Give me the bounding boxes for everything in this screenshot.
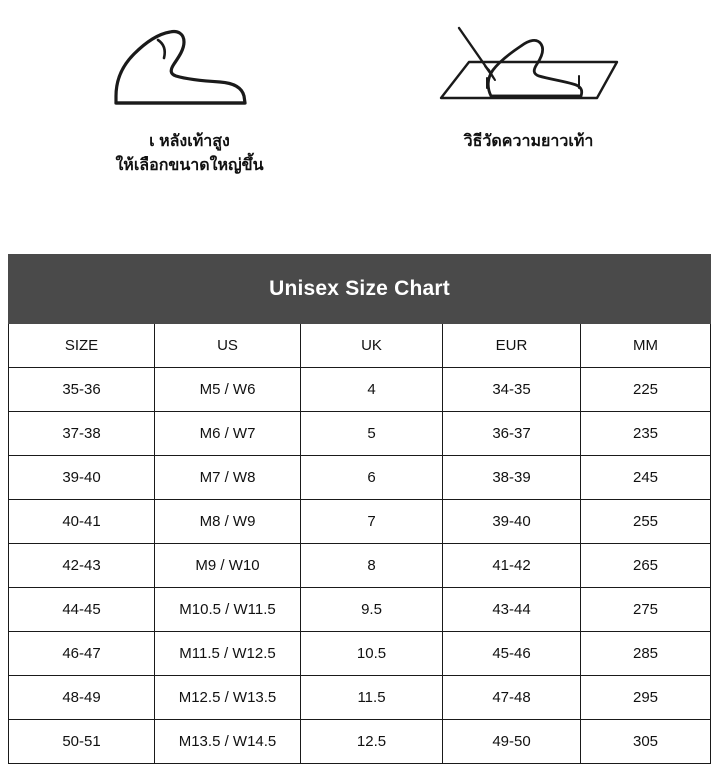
cell-mm: 285: [581, 632, 711, 676]
table-row: [9, 720, 711, 764]
table-row: [9, 544, 711, 588]
column-header-uk: UK: [301, 324, 443, 368]
cell-size: 44-45: [9, 588, 155, 632]
table-header-row: [9, 324, 711, 368]
cell-size: 48-49: [9, 676, 155, 720]
cell-eur: 45-46: [443, 632, 581, 676]
caption-line-1: วิธีวัดความยาวเท้า: [463, 133, 594, 150]
caption-line-2: ให้เลือกขนาดใหญ่ขึ้น: [115, 157, 264, 174]
table-title-row: [9, 255, 711, 324]
table-row: [9, 456, 711, 500]
cell-us: M7 / W8: [155, 456, 301, 500]
cell-eur: 43-44: [443, 588, 581, 632]
cell-us: M10.5 / W11.5: [155, 588, 301, 632]
cell-size: 37-38: [9, 412, 155, 456]
cell-uk: 7: [301, 500, 443, 544]
caption-line-1: เ หลังเท้าสูง: [149, 133, 230, 150]
cell-mm: 235: [581, 412, 711, 456]
column-header-mm: MM: [581, 324, 711, 368]
cell-mm: 265: [581, 544, 711, 588]
table-row: [9, 588, 711, 632]
cell-eur: 36-37: [443, 412, 581, 456]
cell-us: M5 / W6: [155, 368, 301, 412]
cell-uk: 11.5: [301, 676, 443, 720]
table-row: [9, 412, 711, 456]
cell-mm: 225: [581, 368, 711, 412]
table-body: [9, 368, 711, 764]
cell-eur: 47-48: [443, 676, 581, 720]
cell-us: M11.5 / W12.5: [155, 632, 301, 676]
illustration-caption-measure-foot: [464, 130, 594, 154]
size-chart-table-wrapper: [8, 254, 710, 764]
size-chart-table: [8, 254, 711, 764]
cell-eur: 38-39: [443, 456, 581, 500]
foot-measuring-on-paper-icon: [429, 18, 629, 118]
cell-us: M9 / W10: [155, 544, 301, 588]
table-row: [9, 368, 711, 412]
cell-eur: 49-50: [443, 720, 581, 764]
cell-eur: 34-35: [443, 368, 581, 412]
cell-uk: 12.5: [301, 720, 443, 764]
cell-size: 42-43: [9, 544, 155, 588]
cell-size: 35-36: [9, 368, 155, 412]
cell-us: M13.5 / W14.5: [155, 720, 301, 764]
cell-eur: 39-40: [443, 500, 581, 544]
illustrations-row: [0, 0, 718, 240]
illustration-measure-foot: [364, 18, 694, 154]
cell-uk: 9.5: [301, 588, 443, 632]
column-header-size: SIZE: [9, 324, 155, 368]
high-instep-foot-side-view-icon: [100, 18, 280, 118]
column-header-eur: EUR: [443, 324, 581, 368]
cell-eur: 41-42: [443, 544, 581, 588]
table-row: [9, 632, 711, 676]
cell-mm: 305: [581, 720, 711, 764]
cell-mm: 255: [581, 500, 711, 544]
cell-size: 50-51: [9, 720, 155, 764]
chart-title: Unisex Size Chart: [9, 255, 711, 324]
illustration-caption-high-instep: [115, 130, 263, 178]
illustration-high-instep: [25, 18, 355, 178]
cell-mm: 245: [581, 456, 711, 500]
cell-size: 40-41: [9, 500, 155, 544]
table-row: [9, 676, 711, 720]
cell-uk: 4: [301, 368, 443, 412]
cell-size: 39-40: [9, 456, 155, 500]
cell-uk: 10.5: [301, 632, 443, 676]
cell-mm: 275: [581, 588, 711, 632]
cell-uk: 6: [301, 456, 443, 500]
cell-size: 46-47: [9, 632, 155, 676]
table-row: [9, 500, 711, 544]
cell-uk: 5: [301, 412, 443, 456]
cell-uk: 8: [301, 544, 443, 588]
cell-mm: 295: [581, 676, 711, 720]
column-header-us: US: [155, 324, 301, 368]
cell-us: M6 / W7: [155, 412, 301, 456]
cell-us: M12.5 / W13.5: [155, 676, 301, 720]
cell-us: M8 / W9: [155, 500, 301, 544]
